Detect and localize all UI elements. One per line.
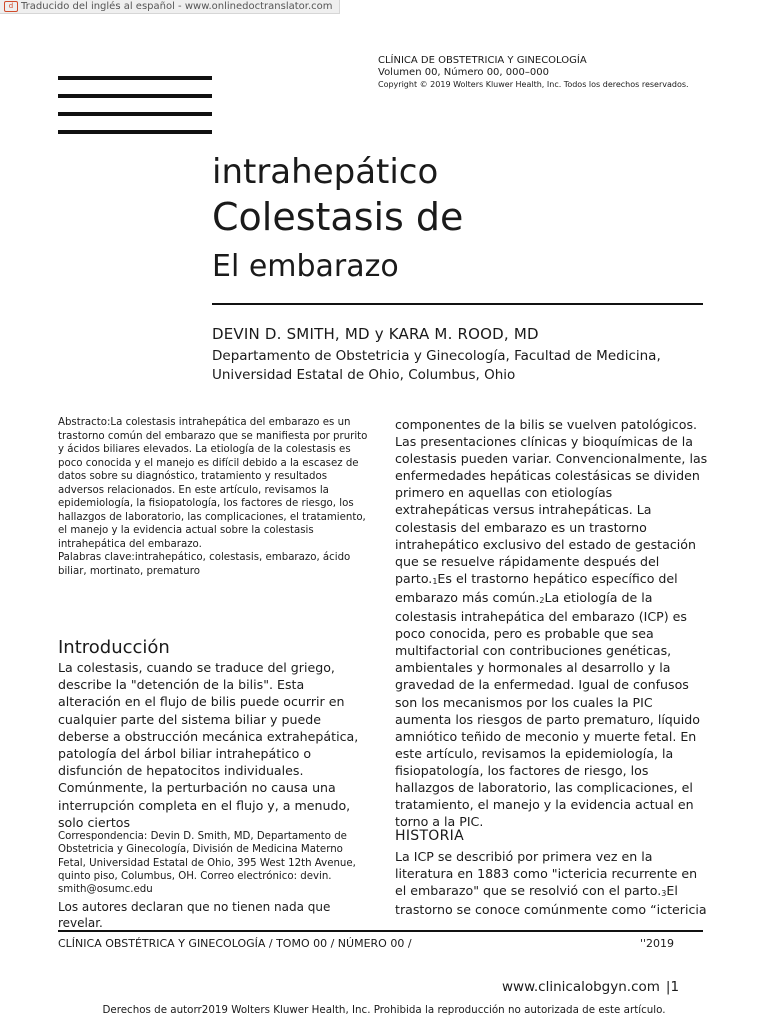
abstract <box>58 416 370 578</box>
footer-journal: CLÍNICA OBSTÉTRICA Y GINECOLOGÍA / TOMO 00 / NÚMERO 00 / <box>58 937 412 950</box>
introduction-text: La colestasis, cuando se traduce del griego, describe la "detención de la bilis". Esta alteración en el flujo de bilis puede ocurrir en cualquier parte del sistema biliar y puede deberse a obstrucción mecánica extrahepática, patología del árbol biliar intrahepático o disfunción de hepatocitos individuales. Comúnmente, la perturbación no causa una interrupción completa en el flujo y, a menudo, solo ciertos <box>58 660 359 830</box>
decorative-bar <box>58 94 212 98</box>
translator-banner-text[interactable]: Traducido del inglés al español - www.onlinedoctranslator.com <box>21 1 333 12</box>
reference-marker[interactable]: 3 <box>661 889 667 899</box>
journal-name: CLÍNICA DE OBSTETRICIA Y GINECOLOGÍA <box>378 55 587 66</box>
authors: DEVIN D. SMITH, MD y KARA M. ROOD, MD <box>212 325 539 343</box>
decorative-bar <box>58 130 212 134</box>
footer-year: ''2019 <box>640 937 675 950</box>
history-text <box>395 848 710 918</box>
journal-copyright: Copyright © 2019 Wolters Kluwer Health, Inc. Todos los derechos reservados. <box>378 80 689 89</box>
history-heading: HISTORIA <box>395 828 464 844</box>
introduction-heading: Introducción <box>58 637 170 658</box>
article-title-line-3: El embarazo <box>212 249 399 284</box>
decorative-bar <box>58 76 212 80</box>
history-text-part-2: El trastorno se conoce comúnmente como “ictericia <box>395 883 707 918</box>
title-divider <box>212 303 703 305</box>
disclosure-note: Los autores declaran que no tienen nada que revelar. <box>58 900 331 930</box>
article-title-line-1: intrahepático <box>212 152 439 192</box>
footer-divider <box>58 930 703 932</box>
article-title-line-2: Colestasis de <box>212 195 464 239</box>
affiliation-line-2: Universidad Estatal de Ohio, Columbus, Ohio <box>212 367 516 383</box>
keywords: Palabras clave:intrahepático, colestasis, embarazo, ácido biliar, mortinato, prematuro <box>58 552 351 577</box>
translator-logo-icon: d <box>4 1 18 12</box>
footer-website-line <box>502 978 679 996</box>
history-text-part-1: La ICP se describió por primera vez en la literatura en 1883 como "ictericia recurrente en el embarazo" que se resolvió con el parto. <box>395 849 698 899</box>
correspondence-note: Correspondencia: Devin D. Smith, MD, Departamento de Obstetricia y Ginecología, División de Medicina Materno Fetal, Universidad Estatal de Ohio, 395 West 12th Avenue, quinto piso, Columbus, OH. Correo electrónico: devin. smith@osumc.edu <box>58 831 356 896</box>
reference-marker[interactable]: 1 <box>432 576 438 586</box>
right-text-part-1: componentes de la bilis se vuelven patológicos. Las presentaciones clínicas y bioquímicas de la colestasis pueden variar. Convencionalmente, las enfermedades hepáticas colestásicas se dividen primero en aquellas con etiologías extrahepáticas versus intrahepáticas. La colestasis del embarazo es un trastorno intrahepático exclusivo del estado de gestación que se resuelve rápidamente después del parto. <box>395 417 708 586</box>
journal-volume: Volumen 00, Número 00, 000–000 <box>378 67 549 78</box>
affiliation-line-1: Departamento de Obstetricia y Ginecología, Facultad de Medicina, <box>212 348 661 364</box>
affiliation <box>212 347 712 385</box>
reference-marker[interactable]: 2 <box>539 595 545 605</box>
website-link[interactable]: www.clinicalobgyn.com <box>502 979 660 995</box>
journal-header <box>378 55 758 90</box>
footer-copyright: Derechos de autorr2019 Wolters Kluwer Health, Inc. Prohibida la reproducción no autorizada de este artículo. <box>102 1004 666 1016</box>
abstract-text: Abstracto:La colestasis intrahepática del embarazo es un trastorno común del embarazo que se manifiesta por prurito y ácidos biliares elevados. La etiología de la colestasis es poco conocida y el manejo es difícil debido a la escasez de datos sobre su diagnóstico, tratamiento y resultados adversos relacionados. En este artículo, revisamos la epidemiología, la fisiopatología, los factores de riesgo, los hallazgos de laboratorio, las complicaciones, el tratamiento, el manejo y la evidencia actual sobre la colestasis intrahepática del embarazo. <box>58 417 368 550</box>
translator-banner[interactable] <box>0 0 340 14</box>
right-column-text <box>395 416 710 830</box>
page-number: |1 <box>665 979 680 995</box>
right-text-part-3: La etiología de la colestasis intrahepática del embarazo (ICP) es poco conocida, pero es probable que sea multifactorial con contribuciones genéticas, ambientales y hormonales al desarrollo y la gravedad de la enfermedad. Igual de confusos son los mecanismos por los cuales la PIC aumenta los riesgos de parto prematuro, líquido amniótico teñido de meconio y muerte fetal. En este artículo, revisamos la epidemiología, la fisiopatología, los factores de riesgo, los hallazgos de laboratorio, las complicaciones, el tratamiento, el manejo y la evidencia actual en torno a la PIC. <box>395 589 700 830</box>
decorative-bar <box>58 112 212 116</box>
right-text-part-2: Es el trastorno hepático específico del embarazo más común. <box>395 570 678 605</box>
